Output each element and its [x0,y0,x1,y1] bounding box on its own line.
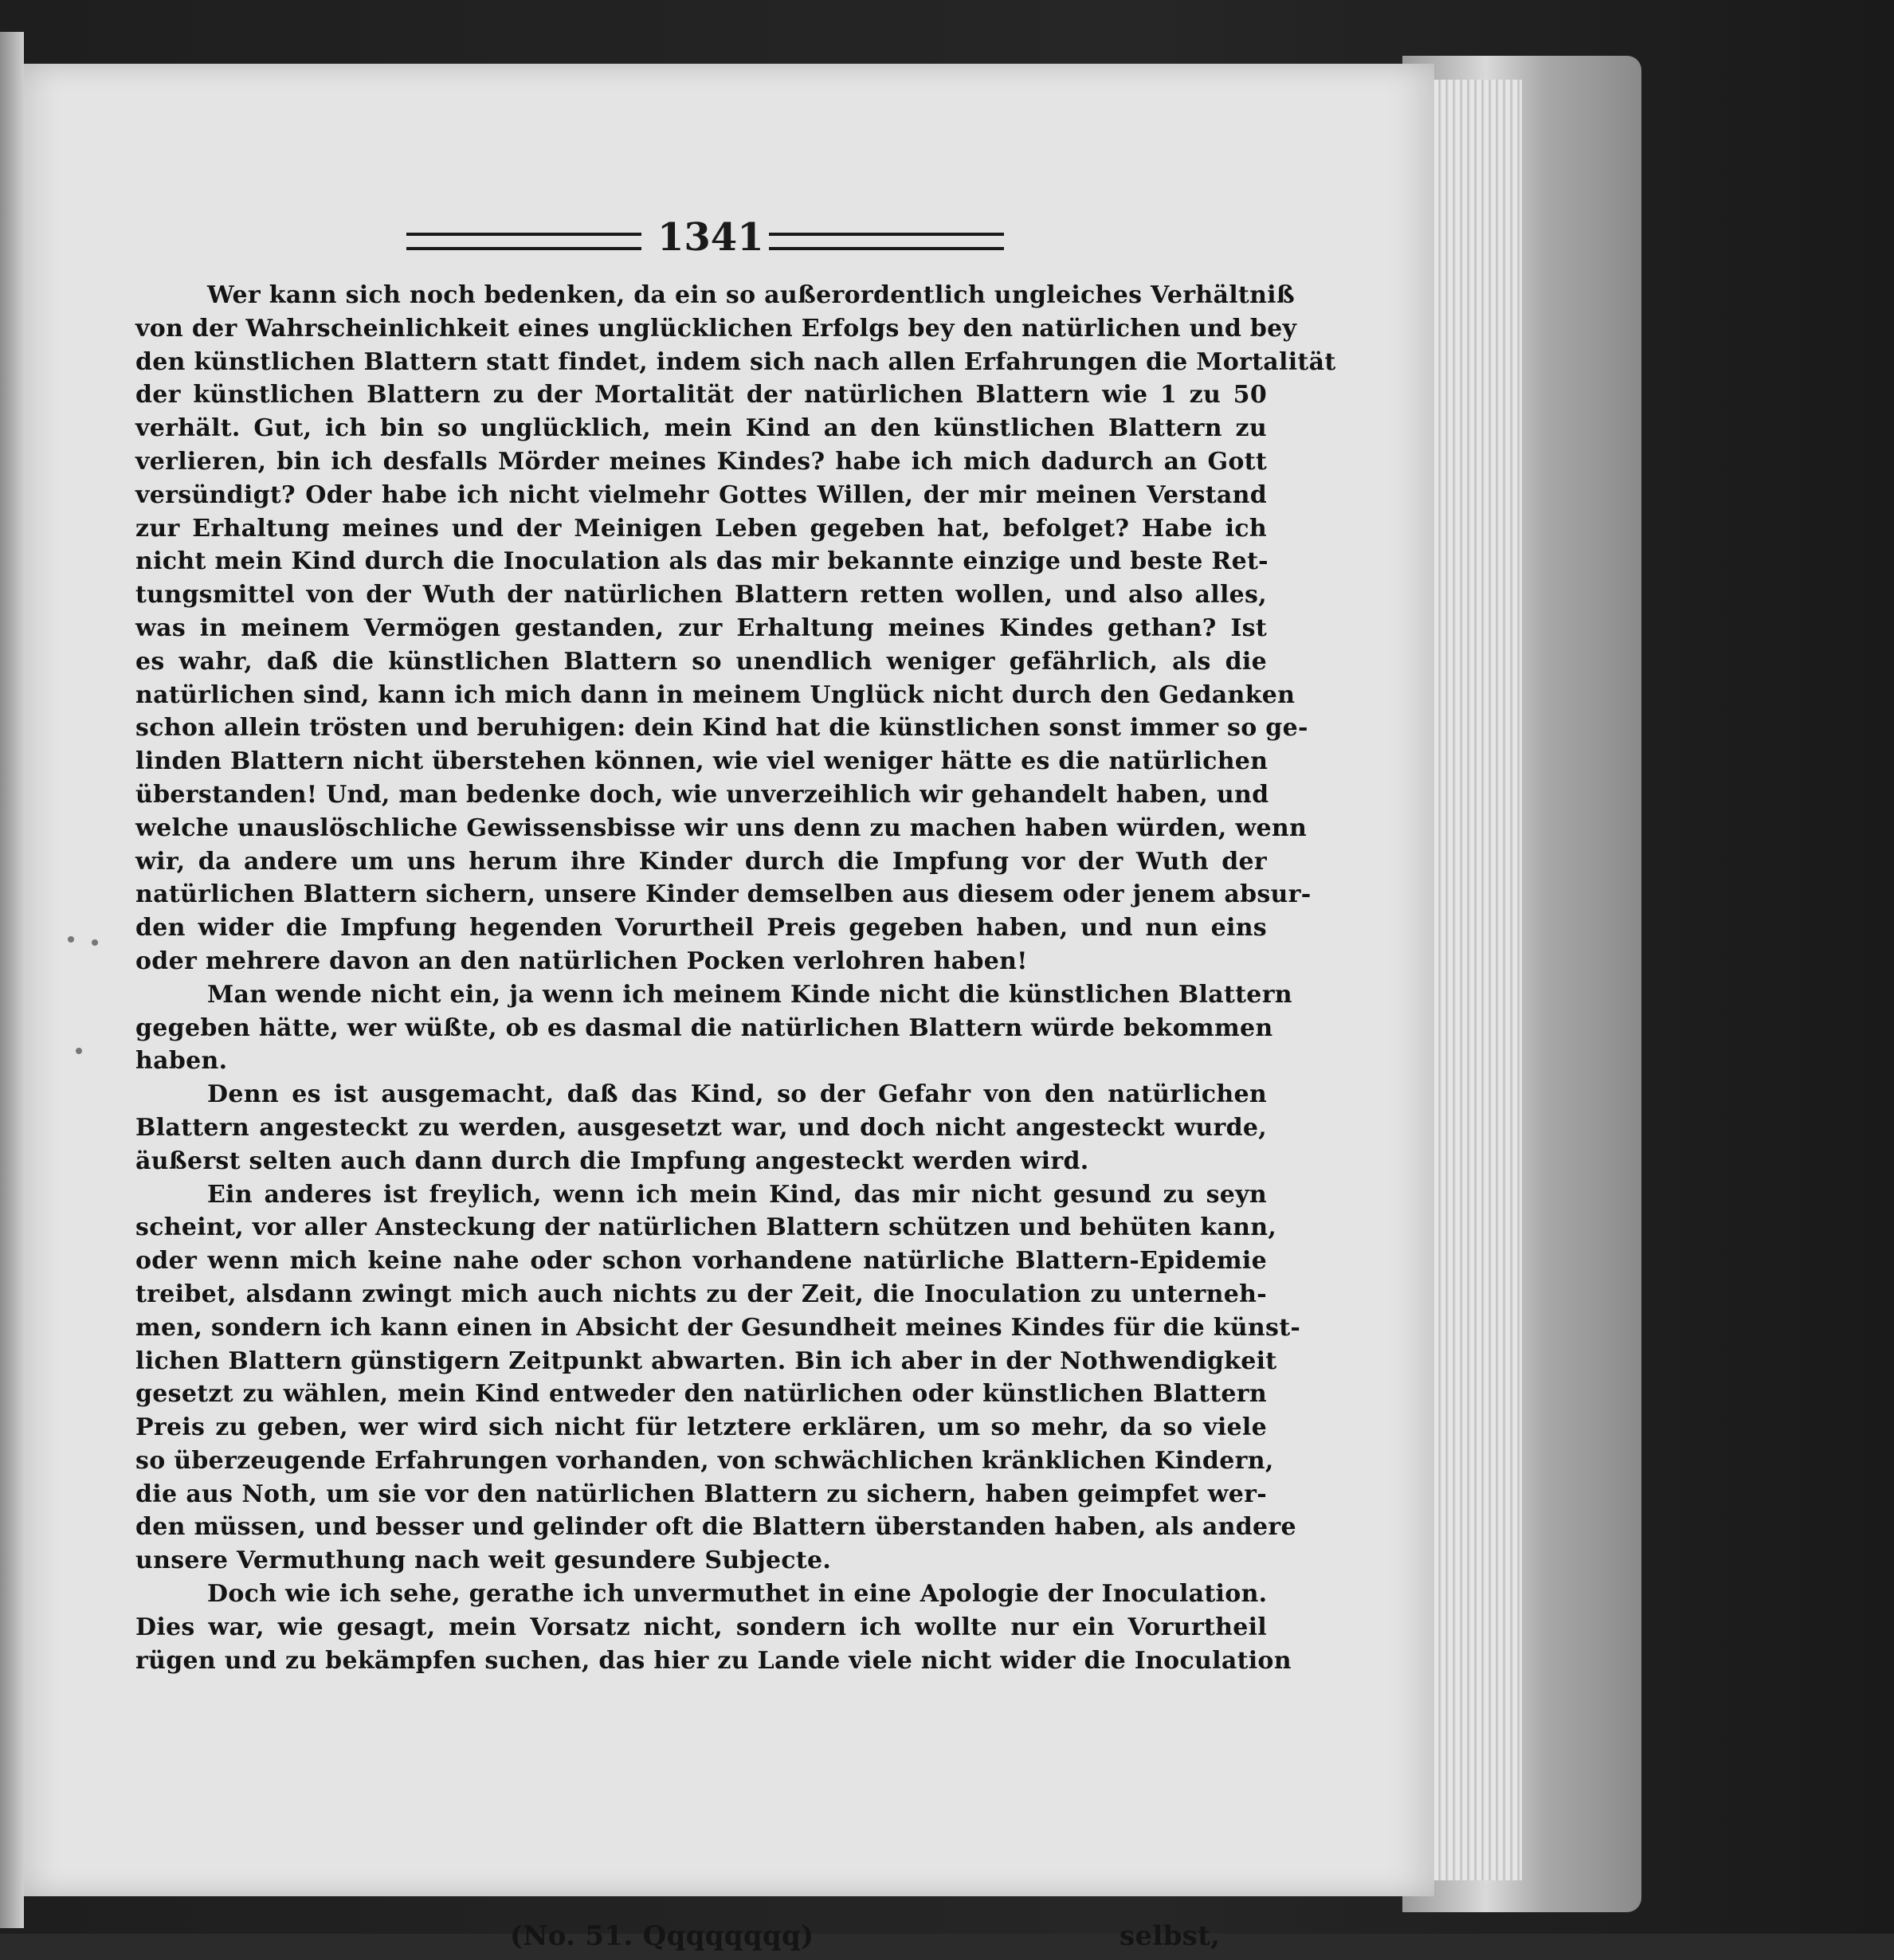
text-line: treibet, alsdann zwingt mich auch nichts zu der Zeit, die Inoculation zu unterneh- [135,1280,1267,1308]
text-line: nicht mein Kind durch die Inoculation als das mir bekannte einzige und beste Ret- [135,547,1269,576]
text-line: den wider die Impfung hegenden Vorurtheil Preis gegeben haben, und nun eins [135,914,1267,943]
margin-mark [68,936,74,943]
text-line: scheint, vor aller Ansteckung der natürlichen Blattern schützen und behüten kann, [135,1213,1277,1242]
text-line: welche unauslöschliche Gewissensbisse wir uns denn zu machen haben würden, wenn [135,813,1308,842]
header-rule-left [406,233,641,250]
text-line: der künstlichen Blattern zu der Mortalität der natürlichen Blattern wie 1 zu 50 [135,381,1267,410]
text-line: so überzeugende Erfahrungen vorhanden, von schwächlichen kränklichen Kindern, [135,1446,1274,1475]
text-line: linden Blattern nicht überstehen können, wie viel weniger hätte es die natürlichen [135,747,1269,776]
page-number: 1341 [657,215,764,260]
text-line: gegeben hätte, wer wüßte, ob es dasmal die natürlichen Blattern würde bekommen [135,1013,1273,1042]
header-rule-right [769,233,1004,250]
text-line: schon allein trösten und beruhigen: dein Kind hat die künstlichen sonst immer so ge- [135,714,1308,743]
text-line: verlieren, bin ich desfalls Mörder meines Kindes? habe ich mich dadurch an Gott [135,447,1267,476]
text-line: Denn es ist ausgemacht, daß das Kind, so der Gefahr von den natürlichen [207,1080,1267,1109]
previous-page-edge [0,32,24,1928]
text-line: haben. [135,1047,228,1076]
margin-marks [60,928,124,1088]
signature-mark: (No. 51. Qqqqqqqq) [510,1920,814,1952]
text-line: oder wenn mich keine nahe oder schon vorhandene natürliche Blattern-Epidemie [135,1247,1267,1276]
text-line: men, sondern ich kann einen in Absicht der Gesundheit meines Kindes für die künst- [135,1313,1301,1342]
text-line: natürlichen sind, kann ich mich dann in meinem Unglück nicht durch den Gedanken [135,680,1296,709]
text-line: äußerst selten auch dann durch die Impfung angesteckt werden wird. [135,1147,1089,1175]
paragraph [135,978,1292,1078]
paragraph [135,279,1336,978]
page-footer [135,1920,1267,1960]
text-line: von der Wahrscheinlichkeit eines unglücklichen Erfolgs bey den natürlichen und bey [135,314,1297,343]
text-line: die aus Noth, um sie vor den natürlichen Blattern zu sichern, haben geimpfet wer- [135,1480,1267,1508]
text-line: zur Erhaltung meines und der Meinigen Leben gegeben hat, befolget? Habe ich [135,514,1267,543]
paragraph [135,1578,1292,1677]
text-line: lichen Blattern günstigern Zeitpunkt abwarten. Bin ich aber in der Nothwendigkeit [135,1347,1277,1375]
text-line: Man wende nicht ein, ja wenn ich meinem Kinde nicht die künstlichen Blattern [207,980,1292,1009]
text-line: gesetzt zu wählen, mein Kind entweder den natürlichen oder künstlichen Blattern [135,1380,1267,1409]
text-line: den künstlichen Blattern statt findet, indem sich nach allen Erfahrungen die Mortalität [135,347,1336,376]
text-line: rügen und zu bekämpfen suchen, das hier zu Lande viele nicht wider die Inoculation [135,1646,1292,1675]
text-line: Doch wie ich sehe, gerathe ich unvermuthet in eine Apologie der Inoculation. [207,1580,1268,1609]
page-stack-edge [1434,80,1522,1880]
text-line: wir, da andere um uns herum ihre Kinder durch die Impfung vor der Wuth der [135,847,1267,876]
text-line: Wer kann sich noch bedenken, da ein so außerordentlich ungleiches Verhältniß [207,281,1295,309]
text-line: unsere Vermuthung nach weit gesundere Subjecte. [135,1546,832,1575]
text-line: Dies war, wie gesagt, mein Vorsatz nicht, sondern ich wollte nur ein Vorurtheil [135,1613,1267,1641]
body-text [135,279,1336,1952]
text-line: Preis zu geben, wer wird sich nicht für letztere erklären, um so mehr, da so viele [135,1413,1267,1442]
text-line: überstanden! Und, man bedenke doch, wie unverzeihlich wir gehandelt haben, und [135,780,1269,809]
text-line: verhält. Gut, ich bin so unglücklich, mein Kind an den künstlichen Blattern zu [135,414,1267,443]
book-page [24,64,1434,1952]
paragraph [135,1178,1301,1578]
catchword: selbst, [1120,1920,1221,1952]
text-line: oder mehrere davon an den natürlichen Pocken verlohren haben! [135,947,1028,975]
margin-mark [92,939,98,946]
text-line: natürlichen Blattern sichern, unsere Kinder demselben aus diesem oder jenem absur- [135,880,1312,909]
text-line: den müssen, und besser und gelinder oft die Blattern überstanden haben, als andere [135,1513,1296,1542]
page-header [406,215,1012,263]
text-line: Ein anderes ist freylich, wenn ich mein Kind, das mir nicht gesund zu seyn [207,1180,1267,1209]
paragraph [135,1078,1267,1178]
text-line: es wahr, daß die künstlichen Blattern so unendlich weniger gefährlich, als die [135,647,1267,676]
text-line: Blattern angesteckt zu werden, ausgesetzt war, und doch nicht angesteckt wurde, [135,1113,1267,1142]
text-line: tungsmittel von der Wuth der natürlichen Blattern retten wollen, und also alles, [135,581,1267,610]
text-line: versündigt? Oder habe ich nicht vielmehr Gottes Willen, der mir meinen Verstand [135,480,1267,509]
text-line: was in meinem Vermögen gestanden, zur Erhaltung meines Kindes gethan? Ist [135,613,1267,642]
margin-mark [76,1048,82,1054]
